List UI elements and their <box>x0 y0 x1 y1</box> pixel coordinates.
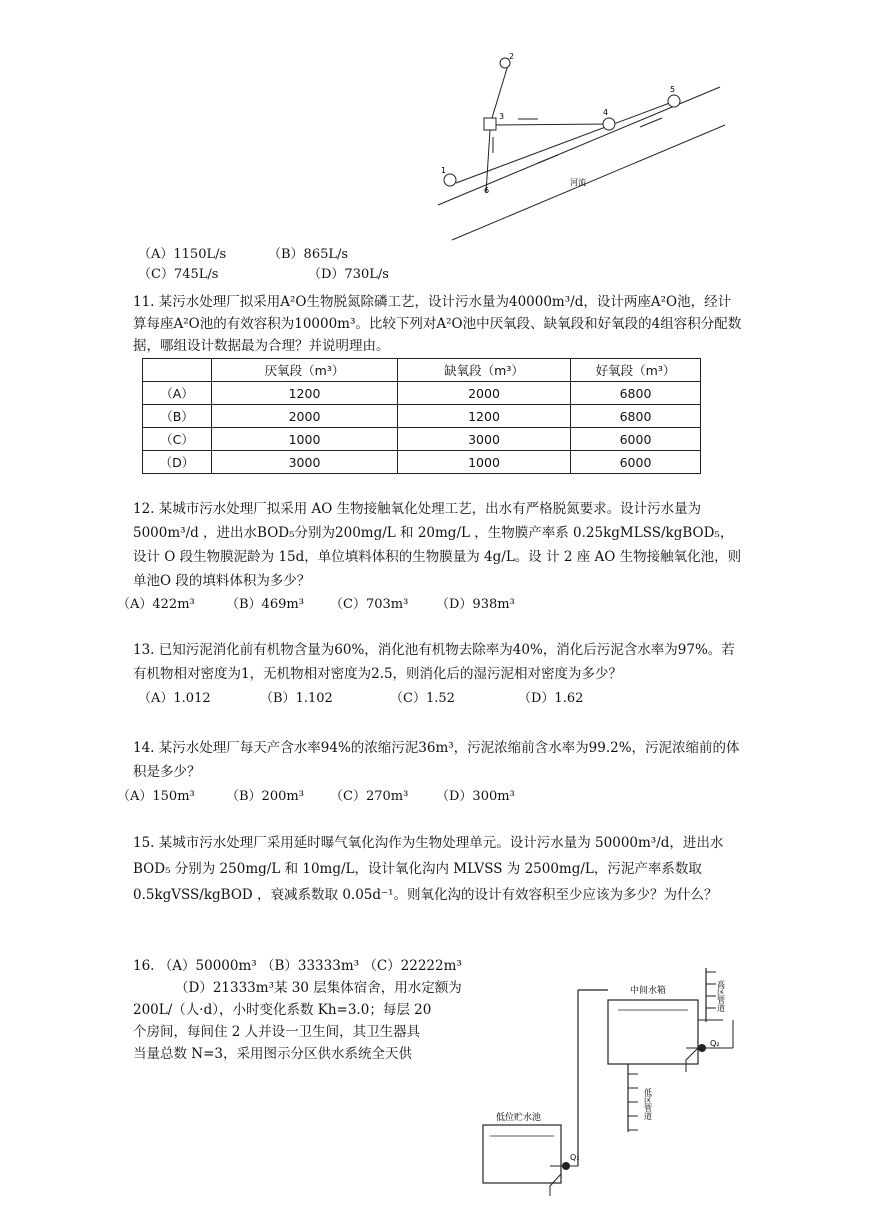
table-cell: 3000 <box>212 451 398 474</box>
table-header-row <box>143 359 701 382</box>
q14-option-d[interactable]: （D）300m³ <box>436 789 515 804</box>
q16-line-3: 200L/（人·d），小时变化系数 Kh=3.0；每层 20 <box>133 1002 432 1018</box>
q10-option-b[interactable]: （B）865L/s <box>268 247 349 262</box>
q16-line-4: 个房间，每间住 2 人并设一卫生间，其卫生器具 <box>133 1024 421 1040</box>
q12-option-d[interactable]: （D）938m³ <box>436 597 515 612</box>
table-header <box>143 359 212 382</box>
table-cell: 6000 <box>571 451 701 474</box>
q12-option-b[interactable]: （B）469m³ <box>226 597 304 612</box>
pump-q1-label: Q₁ <box>570 1153 580 1162</box>
pump-q1-icon <box>562 1162 570 1170</box>
table-cell: 1000 <box>398 451 571 474</box>
q12-option-c[interactable]: （C）703m³ <box>330 597 409 612</box>
table-cell: 6000 <box>571 428 701 451</box>
q14-option-a[interactable]: （A）150m³ <box>117 789 195 804</box>
q16-line-5: 当量总数 N=3，采用图示分区供水系统全天供 <box>133 1046 413 1062</box>
table-row <box>143 382 701 405</box>
table-row <box>143 451 701 474</box>
q13-option-a[interactable]: （A）1.012 <box>138 691 211 706</box>
table-header: 好氧段（m³） <box>571 359 701 382</box>
table-row <box>143 428 701 451</box>
table-header: 缺氧段（m³） <box>398 359 571 382</box>
table-cell: 1000 <box>212 428 398 451</box>
node-6-label: 6 <box>484 186 490 195</box>
q13-text: 13. 已知污泥消化前有机物含量为60%，消化池有机物去除率为40%，消化后污泥含水率为97%。若有机物相对密度为1，无机物相对密度为2.5，则消化后的湿污泥相对密度为多少？ <box>133 642 735 682</box>
table-cell: （B） <box>143 405 212 428</box>
q10-option-c[interactable]: （C）745L/s <box>138 267 219 282</box>
upper-tank-shape <box>608 1000 698 1064</box>
q13-option-c[interactable]: （C）1.52 <box>390 691 455 706</box>
table-cell: （C） <box>143 428 212 451</box>
table-cell: 3000 <box>398 428 571 451</box>
pump-q2-label: Q₂ <box>710 1039 720 1048</box>
q13-option-b[interactable]: （B）1.102 <box>260 691 333 706</box>
node-1-label: 1 <box>441 166 447 175</box>
q16-line-2: （D）21333m³某 30 层集体宿舍，用水定额为 <box>175 980 462 996</box>
q10-option-a[interactable]: （A）1150L/s <box>138 247 227 262</box>
table-cell: 6800 <box>571 382 701 405</box>
river-diagram <box>430 45 730 245</box>
node-4-marker <box>603 118 615 130</box>
q10-option-d[interactable]: （D）730L/s <box>308 267 389 282</box>
q11-table <box>142 358 701 474</box>
q14-option-c[interactable]: （C）270m³ <box>330 789 409 804</box>
q14-option-b[interactable]: （B）200m³ <box>226 789 304 804</box>
node-3-marker <box>484 118 496 130</box>
table-cell: 1200 <box>212 382 398 405</box>
pump-q2-icon <box>698 1044 706 1052</box>
q12-text: 12. 某城市污水处理厂拟采用 AO 生物接触氧化处理工艺，出水有严格脱氮要求。设计污水量为 5000m³/d ，进出水BOD₅分别为200mg/L 和 20mg/L ，生物膜产率系 0.25kgMLSS/kgBOD₅，设计 O 段生物膜泥龄为 15d，单位填料体积的生物膜量为 4g/L。设 计 2 座 AO 生物接触氧化池，则单池O 段的填料体积为多少？ <box>133 501 742 589</box>
upper-tank-label: 中间水箱 <box>630 986 667 996</box>
q14-text: 14. 某污水处理厂每天产含水率94%的浓缩污泥36m³，污泥浓缩前含水率为99.2%，污泥浓缩前的体积是多少？ <box>133 740 740 780</box>
table-cell: 2000 <box>212 405 398 428</box>
q13-option-d[interactable]: （D）1.62 <box>518 691 584 706</box>
q15-text: 15. 某城市污水处理厂采用延时曝气氧化沟作为生物处理单元。设计污水量为 50000m³/d，进出水 BOD₅ 分别为 250mg/L 和 10mg/L，设计氧化沟内 MLVSS 为 2500mg/L，污泥产率系数取 0.5kgVSS/kgBOD ，衰减系数取 0.05d⁻¹。则氧化沟的设计有效容积至少应该为多少？为什么？ <box>133 835 724 903</box>
q11-text: 11. 某污水处理厂拟采用A²O生物脱氮除磷工艺，设计污水量为40000m³/d，设计两座A²O池，经计算每座A²O池的有效容积为10000m³。比较下列对A²O池中厌氧段、缺氧段和好氧段的4组容积分配数据，哪组设计数据最为合理？并说明理由。 <box>133 294 742 354</box>
node-5-marker <box>668 95 680 107</box>
table-cell: 2000 <box>398 382 571 405</box>
table-cell: （D） <box>143 451 212 474</box>
table-header: 厌氧段（m³） <box>212 359 398 382</box>
node-4-label: 4 <box>603 108 609 117</box>
node-2-label: 2 <box>509 52 515 61</box>
table-cell: 1200 <box>398 405 571 428</box>
table-cell: （A） <box>143 382 212 405</box>
node-5-label: 5 <box>670 85 676 94</box>
q16-line-1: 16. （A）50000m³ （B）33333m³ （C）22222m³ <box>133 958 462 974</box>
river-label: 河流 <box>570 178 586 187</box>
node-3-label: 3 <box>499 112 505 121</box>
q12-option-a[interactable]: （A）422m³ <box>117 597 195 612</box>
table-row <box>143 405 701 428</box>
water-supply-diagram <box>478 960 748 1205</box>
low-zone-label: 低区管道 <box>643 1088 653 1120</box>
lower-tank-label: 低位贮水池 <box>496 1113 542 1123</box>
table-cell: 6800 <box>571 405 701 428</box>
node-1-marker <box>444 174 456 186</box>
lower-tank-shape <box>483 1125 561 1183</box>
high-zone-label: 高区管道 <box>716 980 726 1012</box>
